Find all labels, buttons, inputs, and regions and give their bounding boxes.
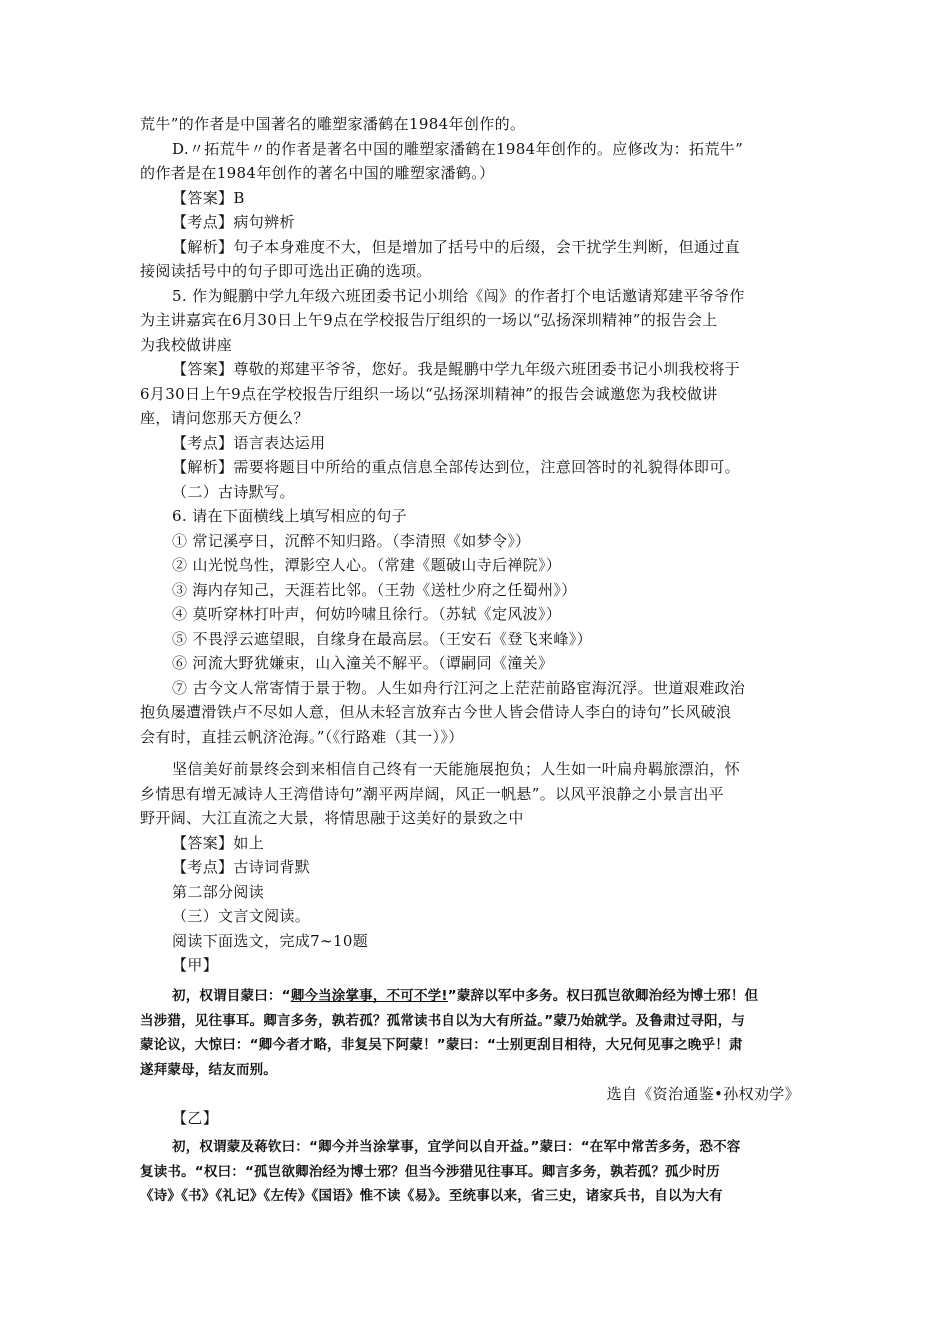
text-line: 坚信美好前景终会到来相信自己终有一天能施展抱负；人生如一叶扁舟羁旅漂泊，怀 bbox=[172, 760, 740, 778]
topic-label: 【考点】古诗词背默 bbox=[172, 858, 311, 876]
instruction-line: 阅读下面选文，完成7~10题 bbox=[172, 932, 369, 950]
passage-yi-line: 《诗》《书》《礼记》《左传》《国语》惟不读《易》。至统事以来，省三史，诸家兵书，自以为大有 bbox=[140, 1188, 723, 1204]
analysis-label: 【解析】需要将题目中所给的重点信息全部传达到位，注意回答时的礼貌得体即可。 bbox=[172, 458, 740, 476]
passage-jia-line: 遂拜蒙母，结友而别。 bbox=[140, 1062, 277, 1078]
answer-label: 【答案】如上 bbox=[172, 834, 265, 852]
passage-yi-line: 初，权谓蒙及蒋钦曰：“卿今并当涂掌事，宜学问以自开益。”蒙曰：“在军中常苦多务，恐不容 bbox=[172, 1139, 741, 1155]
passage-jia-line: 当涉猎，见往事耳。卿言多务，孰若孤？孤常读书自以为大有所益。”蒙乃始就学。及鲁肃过寻阳，与 bbox=[140, 1013, 746, 1029]
text-line: 为主讲嘉宾在6月30日上午9点在学校报告厅组织的一场以“弘扬深圳精神”的报告会上 bbox=[140, 311, 718, 329]
passage-yi-line: 复读书。“权曰：“孤岂欲卿治经为博士邪？但当今涉猎见往事耳。卿言多务，孰若孤？孤少时历 bbox=[140, 1164, 720, 1180]
question-6: 6. 请在下面横线上填写相应的句子 bbox=[172, 507, 408, 525]
poem-line: ⑤ 不畏浮云遮望眼，自缘身在最高层。（王安石《登飞来峰》） bbox=[172, 630, 592, 648]
passage-text: 初，权谓目蒙曰：“ bbox=[172, 988, 291, 1004]
question-5: 5. 作为鲲鹏中学九年级六班团委书记小圳给《闯》的作者打个电话邀请郑建平爷爷作 bbox=[172, 287, 745, 305]
text-line: 乡情思有增无减诗人王湾借诗句”潮平两岸阔，风正一帆悬”。以风平浪静之小景言出平 bbox=[140, 785, 724, 803]
text-line: 会有时，直挂云帆济沧海。”（《行路难（其一）》） bbox=[140, 728, 464, 746]
poem-line: ③ 海内存知己，天涯若比邻。（王勃《送杜少府之任蜀州》） bbox=[172, 581, 577, 599]
text-line: 接阅读括号中的句子即可选出正确的选项。 bbox=[140, 262, 432, 280]
text-line: 荒牛”的作者是中国著名的雕塑家潘鹤在1984年创作的。 bbox=[140, 115, 526, 133]
section-heading: （三）文言文阅读。 bbox=[172, 907, 311, 925]
topic-label: 【考点】病句辨析 bbox=[172, 213, 295, 231]
text-line: 座，请问您那天方便么？ bbox=[140, 409, 309, 427]
text-line: 抱负屡遭滑铁卢不尽如人意，但从未轻言放弃古今世人皆会借诗人李白的诗句”长风破浪 bbox=[140, 703, 732, 721]
poem-line: ⑥ 河流大野犹嫌束，山入潼关不解平。（谭嗣同《潼关》 bbox=[172, 654, 554, 672]
poem-line: ① 常记溪亭日，沉醉不知归路。（李清照《如梦令》） bbox=[172, 532, 531, 550]
answer-label: 【答案】尊敬的郑建平爷爷，您好。我是鲲鹏中学九年级六班团委书记小圳我校将于 bbox=[172, 360, 740, 378]
analysis-label: 【解析】句子本身难度不大，但是增加了括号中的后缀，会干扰学生判断，但通过直 bbox=[172, 238, 740, 256]
poem-line: ⑦ 古今文人常寄情于景于物。人生如舟行江河之上茫茫前路宦海沉浮。世道艰难政治 bbox=[172, 679, 746, 697]
poem-line: ② 山光悦鸟性，潭影空人心。（常建《题破山寺后禅院》） bbox=[172, 556, 562, 574]
passage-jia-line: 蒙论议，大惊曰：“卿今者才略，非复吴下阿蒙！”蒙曰：“士别更刮目相待，大兄何见事之晚乎！肃 bbox=[140, 1037, 743, 1053]
passage-jia-label: 【甲】 bbox=[172, 956, 219, 974]
poem-line: ④ 莫听穿林打叶声，何妨吟啸且徐行。（苏轼《定风波》） bbox=[172, 605, 562, 623]
passage-jia-line bbox=[172, 984, 852, 1008]
text-line: 野开阔、大江直流之大景，将情思融于这美好的景致之中 bbox=[140, 809, 524, 827]
text-line: D.〃拓荒牛〃的作者是著名中国的雕塑家潘鹤在1984年创作的。应修改为：拓荒牛” bbox=[172, 140, 744, 158]
text-line: 的作者是在1984年创作的著名中国的雕塑家潘鹤。） bbox=[140, 164, 495, 182]
passage-yi-label: 【乙】 bbox=[172, 1109, 219, 1127]
text-line: 为我校做讲座 bbox=[140, 336, 233, 354]
topic-label: 【考点】语言表达运用 bbox=[172, 434, 326, 452]
part-heading: 第二部分阅读 bbox=[172, 883, 265, 901]
underlined-quote: 卿今当涂掌事，不可不学! bbox=[290, 988, 448, 1004]
answer-label: 【答案】B bbox=[172, 189, 245, 207]
passage-text: ”蒙辞以军中多务。权曰孤岂欲卿治经为博士邪！但 bbox=[447, 988, 759, 1004]
source-citation: 选自《资治通鉴•孙权劝学》 bbox=[606, 1085, 800, 1103]
section-heading: （二）古诗默写。 bbox=[172, 483, 295, 501]
text-line: 6月30日上午9点在学校报告厅组织一场以“弘扬深圳精神”的报告会诚邀您为我校做讲 bbox=[140, 385, 718, 403]
